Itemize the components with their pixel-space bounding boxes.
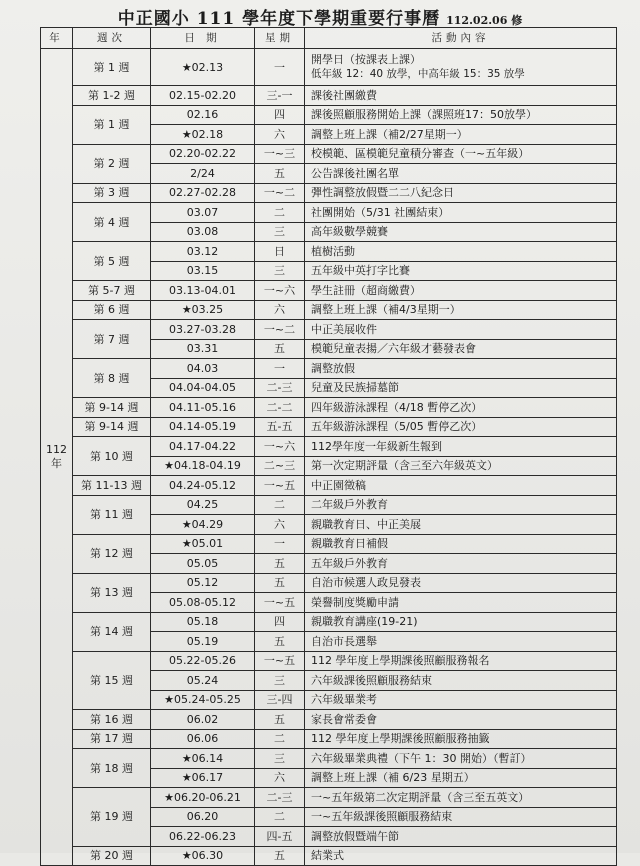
weekday-cell: 五 [255, 846, 305, 866]
weekday-cell: 五 [255, 164, 305, 184]
date-cell: 05.12 [151, 573, 255, 593]
week-cell: 第 9-14 週 [73, 398, 151, 418]
weekday-cell: 三 [255, 749, 305, 769]
date-cell: 05.05 [151, 554, 255, 574]
header-date: 日 期 [151, 28, 255, 49]
activity-cell [305, 573, 617, 593]
activity-text: 彈性調整放假暨二二八紀念日 [311, 186, 454, 200]
date-cell: 06.22-06.23 [151, 827, 255, 847]
weekday-cell: 一 [255, 534, 305, 554]
activity-text: 學生註冊（超商繳費） [311, 283, 421, 297]
activity-text: 二年級戶外教育 [311, 498, 388, 512]
weekday-cell: 二-三 [255, 788, 305, 808]
activity-text: 112學年度一年級新生報到 [311, 439, 442, 453]
date-cell: 05.19 [151, 632, 255, 652]
table-row [41, 203, 617, 223]
weekday-cell: 一~六 [255, 281, 305, 301]
table-row [41, 651, 617, 671]
header-year: 年 [41, 28, 73, 49]
date-cell: 05.22-05.26 [151, 651, 255, 671]
activity-cell [305, 105, 617, 125]
table-row [41, 320, 617, 340]
activity-text: 家長會常委會 [311, 712, 377, 726]
header-weekday: 星期 [255, 28, 305, 49]
date-cell: 03.27-03.28 [151, 320, 255, 340]
activity-cell [305, 515, 617, 535]
activity-text: 一~五年級課後照顧服務結束 [311, 810, 453, 824]
weekday-cell: 三-一 [255, 86, 305, 106]
activity-cell [305, 300, 617, 320]
week-cell: 第 7 週 [73, 320, 151, 359]
weekday-cell: 一~五 [255, 476, 305, 496]
activity-cell [305, 437, 617, 457]
title-text: 中正國小 111 學年度下學期重要行事曆 [117, 9, 441, 29]
date-cell: 04.25 [151, 495, 255, 515]
date-cell: 06.06 [151, 729, 255, 749]
date-cell: 04.03 [151, 359, 255, 379]
weekday-cell: 四-五 [255, 827, 305, 847]
date-cell: ★06.20-06.21 [151, 788, 255, 808]
activity-cell [305, 320, 617, 340]
date-cell: 2/24 [151, 164, 255, 184]
date-cell: 02.27-02.28 [151, 183, 255, 203]
table-row [41, 144, 617, 164]
activity-text: 五年級戶外教育 [311, 556, 388, 570]
date-cell: 05.18 [151, 612, 255, 632]
header-activity: 活動內容 [305, 28, 617, 49]
activity-cell [305, 125, 617, 145]
activity-cell [305, 768, 617, 788]
table-row [41, 359, 617, 379]
activity-text: 植樹活動 [311, 244, 355, 258]
table-row [41, 495, 617, 515]
week-cell: 第 17 週 [73, 729, 151, 749]
schedule-table [40, 27, 617, 866]
activity-cell [305, 554, 617, 574]
date-cell: 03.31 [151, 339, 255, 359]
date-cell: ★03.25 [151, 300, 255, 320]
week-cell: 第 14 週 [73, 612, 151, 651]
activity-text: 開學日（按課表上課） [311, 53, 421, 66]
activity-text: 六年級畢業考 [311, 693, 377, 707]
weekday-cell: 一~二 [255, 183, 305, 203]
date-cell: 03.15 [151, 261, 255, 281]
activity-cell [305, 671, 617, 691]
activity-cell [305, 495, 617, 515]
weekday-cell: 三-四 [255, 690, 305, 710]
table-row [41, 242, 617, 262]
activity-text: 自治市長選舉 [311, 634, 377, 648]
week-cell: 第 11-13 週 [73, 476, 151, 496]
table-header-row [41, 28, 617, 49]
date-cell: 06.20 [151, 807, 255, 827]
activity-cell [305, 281, 617, 301]
activity-cell [305, 86, 617, 106]
activity-text: 五年級游泳課程（5/05 暫停乙次） [311, 420, 483, 434]
activity-text: 六年級課後照顧服務結束 [311, 673, 432, 687]
activity-cell [305, 632, 617, 652]
year-number: 112 [46, 443, 67, 456]
date-cell: 03.13-04.01 [151, 281, 255, 301]
activity-cell [305, 827, 617, 847]
week-cell: 第 2 週 [73, 144, 151, 183]
activity-cell [305, 242, 617, 262]
week-cell: 第 12 週 [73, 534, 151, 573]
activity-text: 調整放假暨端午節 [311, 829, 399, 843]
activity-text: 自治市候選人政見發表 [311, 576, 421, 590]
weekday-cell: 一~三 [255, 144, 305, 164]
weekday-cell: 二 [255, 729, 305, 749]
activity-text: 課後社團繳費 [311, 88, 377, 102]
table-row [41, 476, 617, 496]
week-cell: 第 5 週 [73, 242, 151, 281]
weekday-cell: 一~六 [255, 437, 305, 457]
table-row [41, 846, 617, 866]
weekday-cell: 三 [255, 671, 305, 691]
activity-cell [305, 183, 617, 203]
activity-text: 親職教育日補假 [311, 537, 388, 551]
week-cell: 第 10 週 [73, 437, 151, 476]
activity-cell [305, 456, 617, 476]
date-cell: ★05.01 [151, 534, 255, 554]
week-cell: 第 3 週 [73, 183, 151, 203]
activity-cell [305, 222, 617, 242]
date-cell: 04.11-05.16 [151, 398, 255, 418]
table-row [41, 105, 617, 125]
table-row [41, 612, 617, 632]
activity-text: 校模範、區模範兒童積分審查（一~五年級） [311, 147, 530, 161]
activity-cell [305, 261, 617, 281]
activity-text-line2: 低年級 12：40 放學，中高年級 15：35 放學 [311, 68, 525, 80]
weekday-cell: 四 [255, 612, 305, 632]
table-row [41, 281, 617, 301]
activity-cell [305, 359, 617, 379]
date-cell: 04.04-04.05 [151, 378, 255, 398]
date-cell: 05.24 [151, 671, 255, 691]
weekday-cell: 五 [255, 710, 305, 730]
date-cell: ★06.17 [151, 768, 255, 788]
activity-text: 調整上班上課（補4/3星期一） [311, 303, 461, 317]
weekday-cell: 二 [255, 807, 305, 827]
activity-cell [305, 476, 617, 496]
date-cell: 04.17-04.22 [151, 437, 255, 457]
weekday-cell: 五 [255, 339, 305, 359]
week-cell: 第 15 週 [73, 651, 151, 710]
activity-text: 公告課後社團名單 [311, 166, 399, 180]
date-cell: 04.14-05.19 [151, 417, 255, 437]
weekday-cell: 四 [255, 105, 305, 125]
activity-text: 第一次定期評量（含三至六年級英文） [311, 459, 498, 473]
table-row [41, 534, 617, 554]
activity-cell [305, 49, 617, 86]
weekday-cell: 五 [255, 632, 305, 652]
activity-text: 親職教育日、中正美展 [311, 517, 421, 531]
activity-cell [305, 164, 617, 184]
activity-text: 五年級中英打字比賽 [311, 264, 410, 278]
activity-text: 高年級數學競賽 [311, 225, 388, 239]
activity-cell [305, 144, 617, 164]
date-cell: ★04.18-04.19 [151, 456, 255, 476]
date-cell: ★02.13 [151, 49, 255, 86]
weekday-cell: 一 [255, 359, 305, 379]
week-cell: 第 1 週 [73, 49, 151, 86]
weekday-cell: 六 [255, 300, 305, 320]
week-cell: 第 9-14 週 [73, 417, 151, 437]
weekday-cell: 三 [255, 261, 305, 281]
activity-cell [305, 534, 617, 554]
activity-text: 中正園徵稿 [311, 478, 366, 492]
activity-cell [305, 729, 617, 749]
activity-text: 六年級畢業典禮（下午 1：30 開始）（暫訂） [311, 751, 532, 765]
header-week: 週次 [73, 28, 151, 49]
activity-text: 課後照顧服務開始上課（課照班17：50放學） [311, 108, 537, 122]
week-cell: 第 19 週 [73, 788, 151, 847]
table-row [41, 398, 617, 418]
revision-date: 112.02.06 修 [446, 14, 523, 27]
activity-text: 一~五年級第二次定期評量（含三至五英文） [311, 790, 530, 804]
week-cell: 第 1-2 週 [73, 86, 151, 106]
week-cell: 第 6 週 [73, 300, 151, 320]
activity-cell [305, 749, 617, 769]
date-cell: ★06.30 [151, 846, 255, 866]
activity-text: 調整上班上課（補2/27星期一） [311, 127, 468, 141]
week-cell: 第 11 週 [73, 495, 151, 534]
week-cell: 第 4 週 [73, 203, 151, 242]
activity-cell [305, 788, 617, 808]
activity-text: 112 學年度上學期課後照顧服務報名 [311, 654, 490, 668]
activity-text: 結業式 [311, 849, 344, 863]
weekday-cell: 二-二 [255, 398, 305, 418]
date-cell: 04.24-05.12 [151, 476, 255, 496]
table-row [41, 86, 617, 106]
weekday-cell: 三 [255, 222, 305, 242]
week-cell: 第 20 週 [73, 846, 151, 866]
table-row [41, 749, 617, 769]
activity-text: 模範兒童表揚／六年級才藝發表會 [311, 342, 476, 356]
week-cell: 第 1 週 [73, 105, 151, 144]
table-row [41, 300, 617, 320]
table-row [41, 710, 617, 730]
date-cell: ★06.14 [151, 749, 255, 769]
activity-cell [305, 690, 617, 710]
activity-cell [305, 378, 617, 398]
date-cell: ★05.24-05.25 [151, 690, 255, 710]
activity-text: 調整上班上課（補 6/23 星期五） [311, 771, 475, 785]
weekday-cell: 五 [255, 554, 305, 574]
weekday-cell: 六 [255, 768, 305, 788]
week-cell: 第 13 週 [73, 573, 151, 612]
activity-text: 親職教育講座(19-21) [311, 615, 418, 629]
date-cell: ★04.29 [151, 515, 255, 535]
activity-text: 社團開始（5/31 社團結束） [311, 205, 450, 219]
weekday-cell: 五 [255, 573, 305, 593]
activity-cell [305, 710, 617, 730]
table-body [41, 49, 617, 866]
activity-text: 112 學年度上學期課後照顧服務抽籤 [311, 732, 490, 746]
week-cell: 第 5-7 週 [73, 281, 151, 301]
date-cell: 02.20-02.22 [151, 144, 255, 164]
weekday-cell: 二~三 [255, 456, 305, 476]
table-row [41, 417, 617, 437]
activity-cell [305, 593, 617, 613]
table-row [41, 183, 617, 203]
date-cell: ★02.18 [151, 125, 255, 145]
weekday-cell: 六 [255, 515, 305, 535]
activity-text: 中正美展收件 [311, 322, 377, 336]
weekday-cell: 一~五 [255, 593, 305, 613]
table-row [41, 49, 617, 86]
week-cell: 第 16 週 [73, 710, 151, 730]
weekday-cell: 二 [255, 495, 305, 515]
activity-text: 調整放假 [311, 361, 355, 375]
date-cell: 03.12 [151, 242, 255, 262]
activity-cell [305, 612, 617, 632]
weekday-cell: 五-五 [255, 417, 305, 437]
table-row [41, 437, 617, 457]
year-cell [41, 49, 73, 866]
weekday-cell: 日 [255, 242, 305, 262]
week-cell: 第 8 週 [73, 359, 151, 398]
weekday-cell: 二 [255, 203, 305, 223]
date-cell: 05.08-05.12 [151, 593, 255, 613]
weekday-cell: 一 [255, 49, 305, 86]
date-cell: 06.02 [151, 710, 255, 730]
activity-text: 四年級游泳課程（4/18 暫停乙次） [311, 400, 483, 414]
page-title [0, 4, 640, 29]
date-cell: 03.07 [151, 203, 255, 223]
weekday-cell: 一~五 [255, 651, 305, 671]
weekday-cell: 一~二 [255, 320, 305, 340]
date-cell: 02.16 [151, 105, 255, 125]
activity-cell [305, 203, 617, 223]
activity-text: 榮譽制度獎勵申請 [311, 595, 399, 609]
weekday-cell: 二-三 [255, 378, 305, 398]
activity-text: 兒童及民族掃墓節 [311, 381, 399, 395]
weekday-cell: 六 [255, 125, 305, 145]
table-row [41, 788, 617, 808]
activity-cell [305, 339, 617, 359]
activity-cell [305, 846, 617, 866]
activity-cell [305, 651, 617, 671]
date-cell: 02.15-02.20 [151, 86, 255, 106]
year-label: 年 [51, 457, 62, 470]
date-cell: 03.08 [151, 222, 255, 242]
table-row [41, 729, 617, 749]
activity-cell [305, 417, 617, 437]
activity-cell [305, 807, 617, 827]
activity-cell [305, 398, 617, 418]
table-row [41, 573, 617, 593]
week-cell: 第 18 週 [73, 749, 151, 788]
